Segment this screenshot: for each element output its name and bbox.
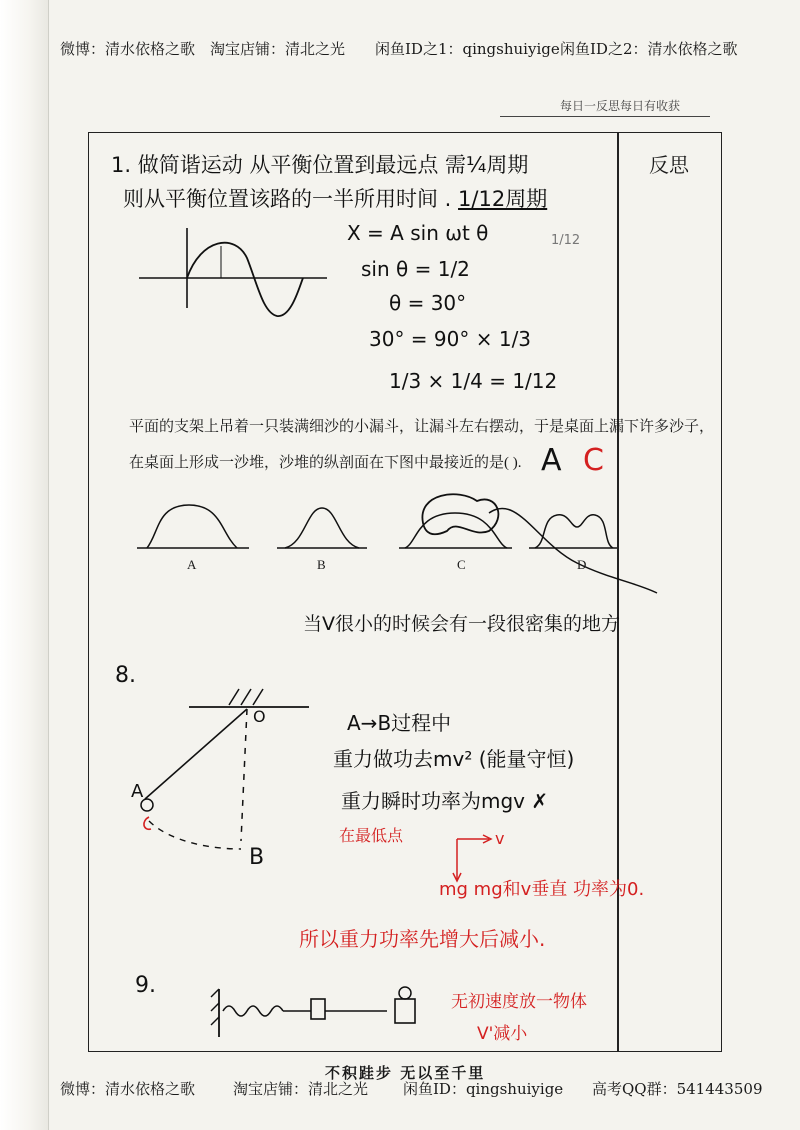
q2-answer-wrong: A: [541, 443, 562, 478]
q1-eq1: X = A sin ωt θ: [347, 221, 489, 245]
q1-answer: 1/12周期: [458, 187, 548, 211]
q8-label-o: O: [253, 707, 266, 726]
q8-line1: A→B过程中: [347, 711, 452, 735]
q2-note: 当V很小的时候会有一段很密集的地方: [303, 613, 620, 635]
q1-eq5: 1/3 × 1/4 = 1/12: [389, 369, 558, 393]
footer-slogan: 不积跬步 无以至千里: [325, 1064, 486, 1082]
q8-label-b: B: [249, 845, 265, 870]
q8-red-note2: mg mg和v垂直 功率为0.: [439, 879, 645, 900]
footer-qq: 高考QQ群：541443509: [592, 1080, 763, 1098]
q1-line2: 则从平衡位置该路的一半所用时间 . 1/12周期: [123, 187, 548, 211]
binding-edge: [0, 0, 49, 1130]
q9-number: 9.: [135, 973, 156, 998]
option-d-label: D: [577, 557, 587, 572]
option-c-label: C: [457, 557, 466, 572]
q8-red-note1: 在最低点: [339, 826, 404, 845]
q2-text-line1: 平面的支架上吊着一只装满细沙的小漏斗，让漏斗左右摆动，于是桌面上漏下许多沙子，: [129, 419, 715, 435]
option-a-label: A: [187, 557, 197, 572]
q1-eq4: 30° = 90° × 1/3: [369, 327, 532, 351]
q8-red-v: v: [495, 829, 505, 848]
q8-label-a: A: [131, 781, 144, 802]
q8-line3: 重力瞬时功率为mgv ✗: [341, 789, 549, 813]
pendulum-diagram: [129, 681, 319, 871]
q1-margin-note: 1/12: [551, 233, 581, 248]
sand-pile-options: [137, 493, 637, 583]
q9-red-note2: V'减小: [477, 1024, 528, 1044]
column-divider: [617, 133, 619, 1051]
q2-answer-correct: C: [583, 443, 604, 478]
q8-line2: 重力做功去mv² (能量守恒): [333, 747, 575, 771]
header-xianyu-2: 闲鱼ID之2：清水依格之歌: [560, 40, 738, 58]
footer-xianyu: 闲鱼ID：qingshuiyige: [403, 1080, 564, 1098]
q1-line1: 1. 做简谐运动 从平衡位置到最远点 需¼周期: [111, 153, 529, 177]
footer-taobao: 淘宝店铺：清北之光: [233, 1080, 369, 1098]
header-taobao: 淘宝店铺：清北之光: [210, 40, 346, 58]
q9-red-note1: 无初速度放一物体: [451, 992, 587, 1012]
q1-eq3: θ = 30°: [389, 291, 467, 315]
footer-weibo: 微博：清水依格之歌: [60, 1080, 196, 1098]
motto-underline: [500, 116, 710, 117]
q8-red-note3: 所以重力功率先增大后减小.: [299, 927, 546, 951]
sine-wave-sketch: [139, 228, 329, 328]
reflection-heading: 反思: [649, 153, 689, 177]
motto: 每日一反思每日有收获: [559, 99, 680, 113]
q8-number: 8.: [115, 663, 136, 688]
worksheet: [88, 132, 722, 1052]
header-weibo: 微博：清水依格之歌: [60, 40, 196, 58]
header-xianyu-1: 闲鱼ID之1：qingshuiyige: [375, 40, 560, 58]
q1-eq2: sin θ = 1/2: [361, 257, 470, 281]
option-b-label: B: [317, 557, 326, 572]
spring-block-diagram: [209, 985, 429, 1041]
q2-text-line2: 在桌面上形成一沙堆，沙堆的纵剖面在下图中最接近的是( ).: [129, 455, 522, 471]
